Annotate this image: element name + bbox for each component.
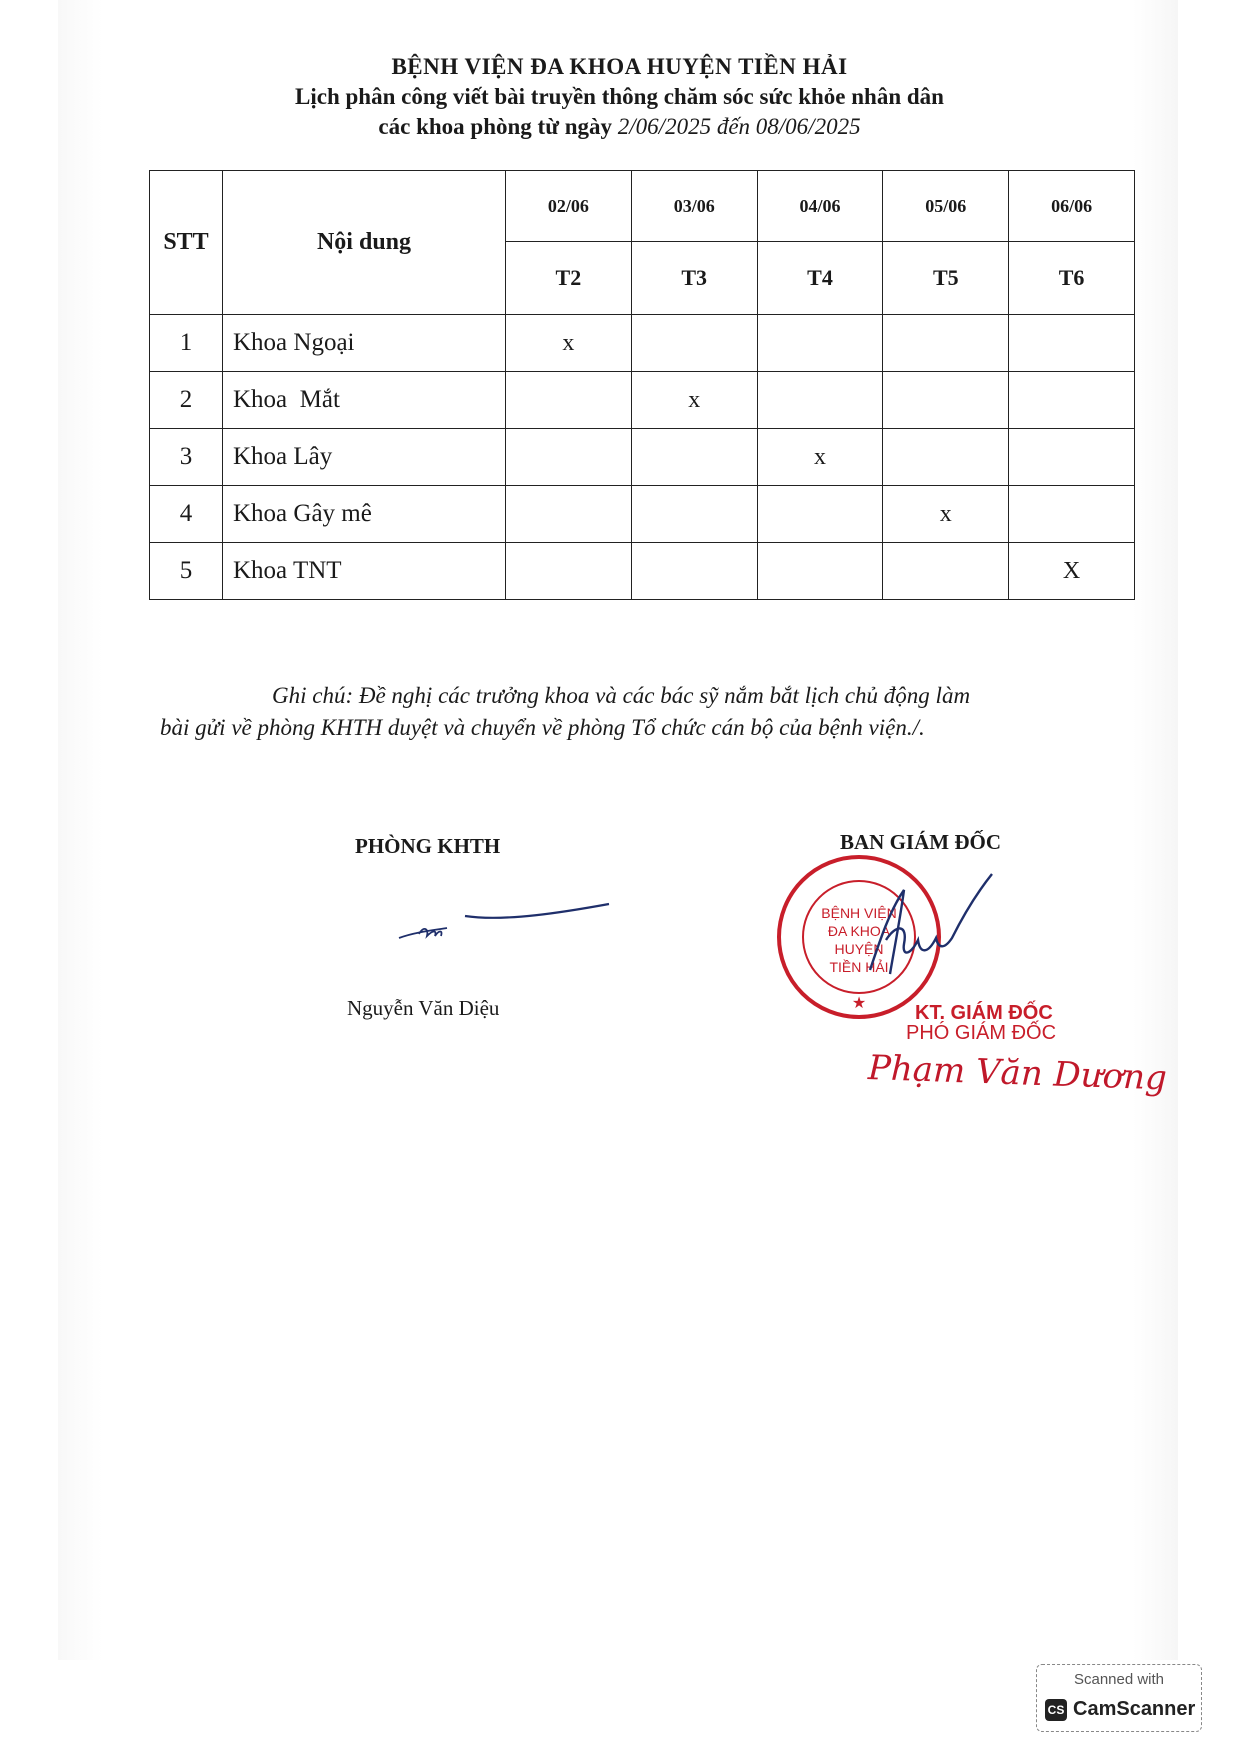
- assignment-mark: X: [1009, 543, 1135, 600]
- table-row: [150, 372, 1135, 429]
- director-signature-icon: [860, 870, 1010, 990]
- row-number: 2: [150, 372, 223, 429]
- assignment-mark: [757, 486, 883, 543]
- assignment-mark: [506, 486, 632, 543]
- note-paragraph: [160, 680, 1100, 744]
- row-number: 5: [150, 543, 223, 600]
- assignment-mark: [1009, 372, 1135, 429]
- column-header-day: T5: [883, 242, 1009, 315]
- hospital-name: BỆNH VIỆN ĐA KHOA HUYỆN TIỀN HẢI: [391, 54, 848, 79]
- document-header: [0, 54, 1239, 140]
- assignment-mark: [883, 315, 1009, 372]
- note-line: Ghi chú: Đề nghị các trưởng khoa và các bác sỹ nắm bắt lịch chủ động làm: [272, 683, 971, 708]
- assignment-mark: [757, 315, 883, 372]
- assignment-mark: [757, 372, 883, 429]
- table-row: [150, 486, 1135, 543]
- assignment-mark: [631, 315, 757, 372]
- row-number: 4: [150, 486, 223, 543]
- schedule-table: [149, 170, 1135, 600]
- date-range-dates: 2/06/2025 đến 08/06/2025: [617, 114, 861, 139]
- assignment-mark: [883, 372, 1009, 429]
- assignment-mark: [1009, 486, 1135, 543]
- department-name: Khoa Gây mê: [223, 486, 506, 543]
- assignment-mark: [1009, 429, 1135, 486]
- right-signatory-title: BAN GIÁM ĐỐC: [840, 830, 1001, 854]
- table-row: [150, 315, 1135, 372]
- badge-brand-name: CamScanner: [1073, 1698, 1196, 1720]
- badge-caption: Scanned with: [1073, 1671, 1165, 1688]
- date-range-line: [0, 114, 1239, 140]
- column-header-date: 05/06: [883, 171, 1009, 242]
- assignment-mark: x: [883, 486, 1009, 543]
- row-number: 1: [150, 315, 223, 372]
- assignment-mark: [631, 429, 757, 486]
- camscanner-logo-icon: CS: [1045, 1699, 1067, 1721]
- column-header-content: Nội dung: [223, 171, 506, 315]
- row-number: 3: [150, 429, 223, 486]
- date-range-prefix: các khoa phòng từ ngày: [378, 114, 613, 139]
- column-header-day: T4: [757, 242, 883, 315]
- column-header-stt: STT: [150, 171, 223, 315]
- department-name: Khoa Ngoại: [223, 315, 506, 372]
- left-signature-icon: [395, 890, 625, 950]
- seal-text-line: TIỀN HẢI: [829, 959, 889, 975]
- seal-text-line: BỆNH VIỆN: [821, 905, 897, 921]
- column-header-day: T3: [631, 242, 757, 315]
- assignment-mark: [1009, 315, 1135, 372]
- column-header-day: T6: [1009, 242, 1135, 315]
- assignment-mark: x: [631, 372, 757, 429]
- assignment-mark: [506, 543, 632, 600]
- note-line: bài gửi về phòng KHTH duyệt và chuyển về phòng Tổ chức cán bộ của bệnh viện./.: [160, 715, 925, 740]
- department-name: Khoa Mắt: [223, 372, 506, 429]
- assignment-mark: [506, 429, 632, 486]
- deputy-director-name: Phạm Văn Dương: [867, 1048, 1168, 1099]
- table-header-row: [150, 171, 1135, 242]
- department-name: Khoa Lây: [223, 429, 506, 486]
- director-role: KT. GIÁM ĐỐC: [915, 1002, 1053, 1024]
- column-header-date: 03/06: [631, 171, 757, 242]
- column-header-date: 06/06: [1009, 171, 1135, 242]
- assignment-mark: [757, 543, 883, 600]
- table-row: [150, 543, 1135, 600]
- department-name: Khoa TNT: [223, 543, 506, 600]
- svg-text:★: ★: [851, 995, 867, 1012]
- deputy-director-role: PHÓ GIÁM ĐỐC: [906, 1022, 1057, 1044]
- camscanner-badge: [1036, 1664, 1202, 1732]
- assignment-mark: [883, 543, 1009, 600]
- column-header-date: 02/06: [506, 171, 632, 242]
- assignment-mark: x: [757, 429, 883, 486]
- assignment-mark: [631, 543, 757, 600]
- column-header-date: 04/06: [757, 171, 883, 242]
- document-subtitle: Lịch phân công viết bài truyền thông chăm sóc sức khỏe nhân dân: [295, 84, 944, 109]
- left-signatory-title: PHÒNG KHTH: [355, 834, 501, 858]
- assignment-mark: x: [506, 315, 632, 372]
- left-signatory-name: Nguyễn Văn Diệu: [347, 996, 500, 1020]
- table-row: [150, 429, 1135, 486]
- assignment-mark: [506, 372, 632, 429]
- seal-text-line: ĐA KHOA: [827, 923, 891, 939]
- seal-text-line: HUYỆN: [834, 941, 884, 957]
- assignment-mark: [883, 429, 1009, 486]
- column-header-day: T2: [506, 242, 632, 315]
- assignment-mark: [631, 486, 757, 543]
